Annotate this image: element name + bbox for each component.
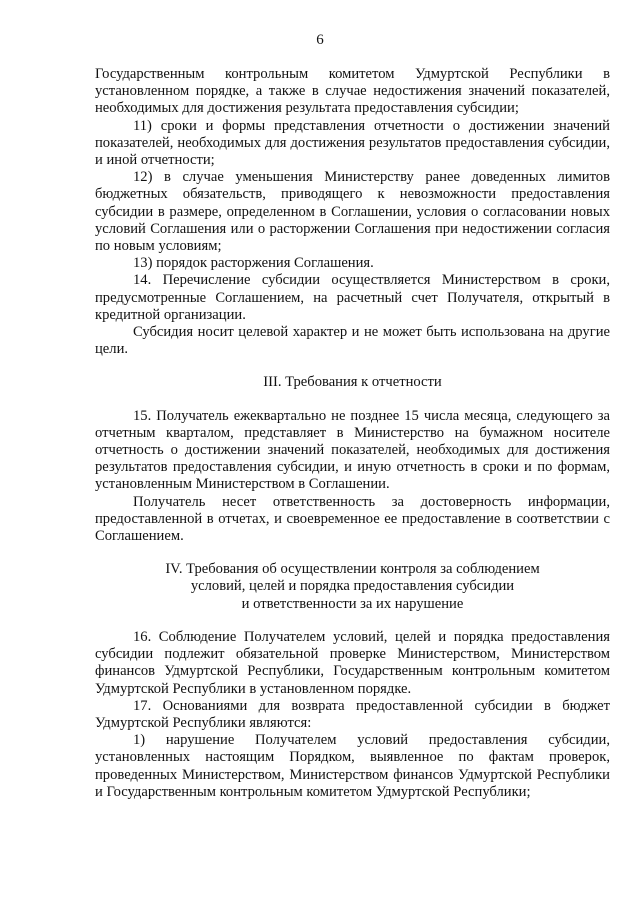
paragraph-item-17: 17. Основаниями для возврата предоставленной субсидии в бюджет Удмуртской Республики являются:	[95, 697, 610, 731]
section-heading-iv-line: IV. Требования об осуществлении контроля за соблюдением	[165, 561, 540, 578]
paragraph-responsibility: Получатель несет ответственность за достоверность информации, предоставленной в отчетах, и своевременное ее предоставление в соответствии с Соглашением.	[95, 493, 610, 545]
paragraph-continuation: Государственным контрольным комитетом Удмуртской Республики в установленном порядке, а также в случае недостижения значений показателей, необходимых для достижения результата предоставления субсидии;	[95, 66, 610, 117]
section-heading-iv-line: условий, целей и порядка предоставления субсидии	[190, 578, 515, 595]
paragraph-item-15: 15. Получатель ежеквартально не позднее 15 числа месяца, следующего за отчетным кварталом, представляет в Министерство на бумажном носителе отчетность о достижении значений показателей, необходимых для достижения результатов предоставления субсидии, и иную отчетность в сроки и по формам, установленным Министерством в Соглашении.	[95, 407, 610, 493]
paragraph-item-11: 11) сроки и формы представления отчетности о достижении значений показателей, необходимых для достижения результатов предоставления субсидии, и иной отчетности;	[95, 117, 610, 169]
section-heading-iii: III. Требования к отчетности	[263, 374, 442, 391]
section-heading-iv-line: и ответственности за их нарушение	[241, 595, 464, 612]
document-body	[95, 66, 610, 801]
paragraph-item-13: 13) порядок расторжения Соглашения.	[133, 255, 374, 272]
paragraph-item-12: 12) в случае уменьшения Министерству ранее доведенных лимитов бюджетных обязательств, приводящего к невозможности предоставления субсидии в размере, определенном в Соглашении, условия о согласовании новых условий Соглашения или о расторжении Соглашения при недостижении согласия по новым условиям;	[95, 169, 610, 255]
paragraph-subsidy-purpose: Субсидия носит целевой характер и не может быть использована на другие цели.	[95, 324, 610, 358]
paragraph-item-14: 14. Перечисление субсидии осуществляется Министерством в сроки, предусмотренные Соглашением, на расчетный счет Получателя, открытый в кредитной организации.	[95, 272, 610, 323]
section-heading-iv	[95, 561, 610, 613]
paragraph-item-16: 16. Соблюдение Получателем условий, целей и порядка предоставления субсидии подлежит обязательной проверке Министерством, Министерством финансов Удмуртской Республики, Государственным контрольным комитетом Удмуртской Республики в установленном порядке.	[95, 628, 610, 697]
page-number: 6	[316, 32, 324, 48]
paragraph-subitem-1: 1) нарушение Получателем условий предоставления субсидии, установленных настоящим Порядком, выявленное по фактам проверок, проведенных Министерством, Министерством финансов Удмуртской Республики и Государственным контрольным комитетом Удмуртской Республики;	[95, 732, 610, 800]
